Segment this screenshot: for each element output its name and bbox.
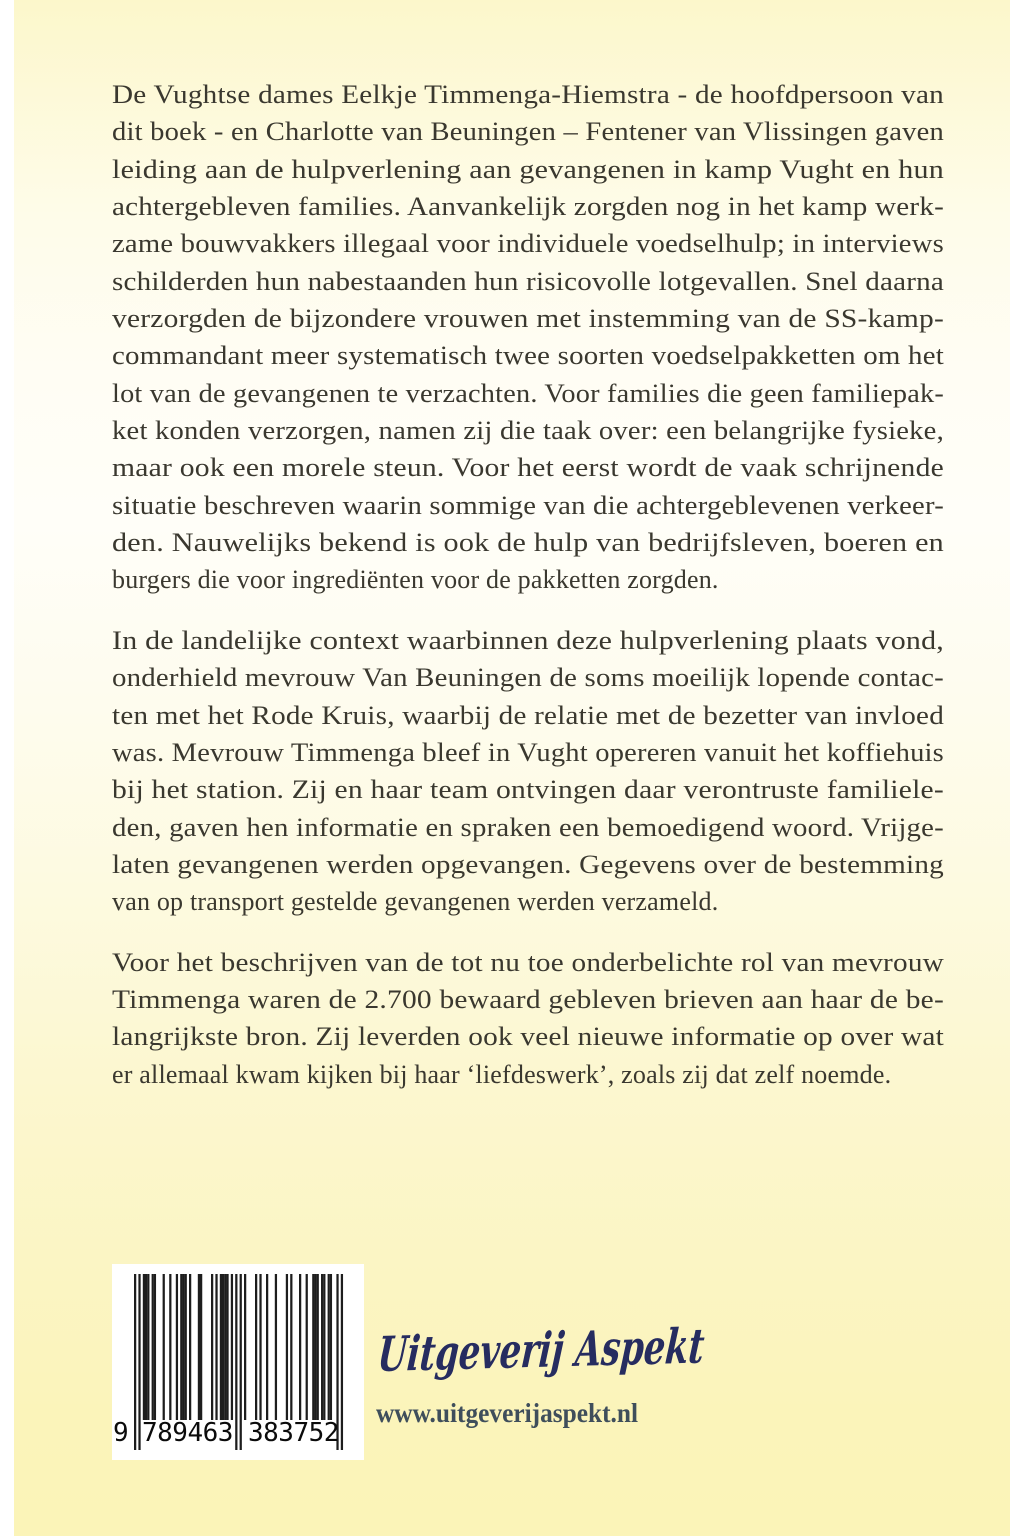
text-line: leiding aan de hulpverlening aan gevangenen in kamp Vught en hun (112, 154, 945, 184)
text-line-row (112, 151, 944, 188)
text-line: schilderden hun nabestaanden hun risicovolle lotgevallen. Snel daarna (112, 266, 944, 296)
barcode-digits-left: 789463 (142, 1418, 233, 1448)
text-line: laten gevangenen werden opgevangen. Gegevens over de bestemming (112, 849, 944, 879)
text-line: van op transport gestelde gevangenen werden verzameld. (112, 887, 719, 917)
text-line: Voor het beschrijven van de tot nu toe onderbelichte rol van mevrouw (112, 947, 944, 977)
text-line: zame bouwvakkers illegaal voor individuele voedselhulp; in interviews (112, 229, 944, 259)
text-line-row (112, 337, 944, 374)
text-line: verzorgden de bijzondere vrouwen met instemming van de SS-kamp- (112, 304, 944, 334)
text-line: commandant meer systematisch twee soorten voedselpakketten om het (112, 341, 944, 371)
text-line-row (112, 809, 944, 846)
text-line-row (112, 734, 944, 771)
text-line: achtergebleven families. Aanvankelijk zorgden nog in het kamp werk- (112, 192, 944, 222)
text-line-row (112, 622, 944, 659)
text-line: In de landelijke context waarbinnen deze hulpverlening plaats vond, (112, 625, 944, 655)
text-line-row (112, 375, 944, 412)
text-line-row (112, 659, 944, 696)
text-line: maar ook een morele steun. Voor het eerst wordt de vaak schrijnende (112, 453, 944, 483)
text-line-row (112, 883, 944, 920)
text-line: er allemaal kwam kijken bij haar ‘liefdeswerk’, zoals zij dat zelf noemde. (112, 1059, 892, 1089)
text-line-row (112, 412, 944, 449)
text-line: dit boek - en Charlotte van Beuningen – Fentener van Vlissingen gaven (112, 117, 944, 147)
text-line-row (112, 113, 944, 150)
barcode-digits-right: 383752 (248, 1418, 339, 1448)
text-line: lot van de gevangenen te verzachten. Voor families die geen familiepak- (112, 378, 944, 408)
paragraph (112, 76, 944, 599)
text-line: ten met het Rode Kruis, waarbij de relatie met de bezetter van invloed (112, 700, 945, 730)
text-line-row (112, 487, 944, 524)
publisher-logo-text: Uitgeverij Aspekt (375, 1318, 707, 1384)
text-line-row (112, 225, 944, 262)
text-line-row (112, 561, 944, 598)
text-line-row (112, 300, 944, 337)
publisher-website-text: www.uitgeverijaspekt.nl (376, 1398, 638, 1428)
text-line-row (112, 981, 944, 1018)
text-line-row (112, 1018, 944, 1055)
paragraph (112, 622, 944, 921)
paragraph (112, 944, 944, 1093)
text-line: onderhield mevrouw Van Beuningen de soms moeilijk lopende contac- (112, 663, 944, 693)
text-line: De Vughtse dames Eelkje Timmenga-Hiemstra - de hoofdpersoon van (112, 80, 944, 109)
text-line: was. Mevrouw Timmenga bleef in Vught opereren vanuit het koffiehuis (112, 737, 944, 767)
text-line: Timmenga waren de 2.700 bewaard gebleven brieven aan haar de be- (112, 984, 944, 1014)
text-line: den. Nauwelijks bekend is ook de hulp van bedrijfsleven, boeren en (112, 528, 944, 558)
text-line-row (112, 771, 944, 808)
publisher-website (376, 1398, 638, 1428)
text-line-row (112, 76, 944, 113)
text-line: ket konden verzorgen, namen zij die taak over: een belangrijke fysieke, (112, 416, 944, 446)
text-line-row (112, 1056, 944, 1093)
publisher-logo (375, 1311, 720, 1390)
text-line-row (112, 846, 944, 883)
text-line: bij het station. Zij en haar team ontvingen daar verontruste familiele- (112, 775, 945, 805)
text-line-row (112, 263, 944, 300)
text-line: langrijkste bron. Zij leverden ook veel nieuwe informatie op over wat (112, 1022, 944, 1052)
text-line-row (112, 524, 944, 561)
text-line: situatie beschreven waarin sommige van die achtergeblevenen verkeer- (112, 490, 944, 520)
barcode-digit-prefix: 9 (113, 1418, 129, 1448)
text-line-row (112, 188, 944, 225)
text-line-row (112, 944, 944, 981)
book-back-cover (14, 0, 1010, 1536)
text-line: den, gaven hen informatie en spraken een bemoedigend woord. Vrijge- (112, 812, 944, 842)
text-line-row (112, 697, 944, 734)
isbn-barcode (112, 1264, 364, 1460)
text-line-row (112, 449, 944, 486)
blurb-text (112, 76, 944, 1116)
text-line: burgers die voor ingrediënten voor de pakketten zorgden. (112, 565, 719, 595)
